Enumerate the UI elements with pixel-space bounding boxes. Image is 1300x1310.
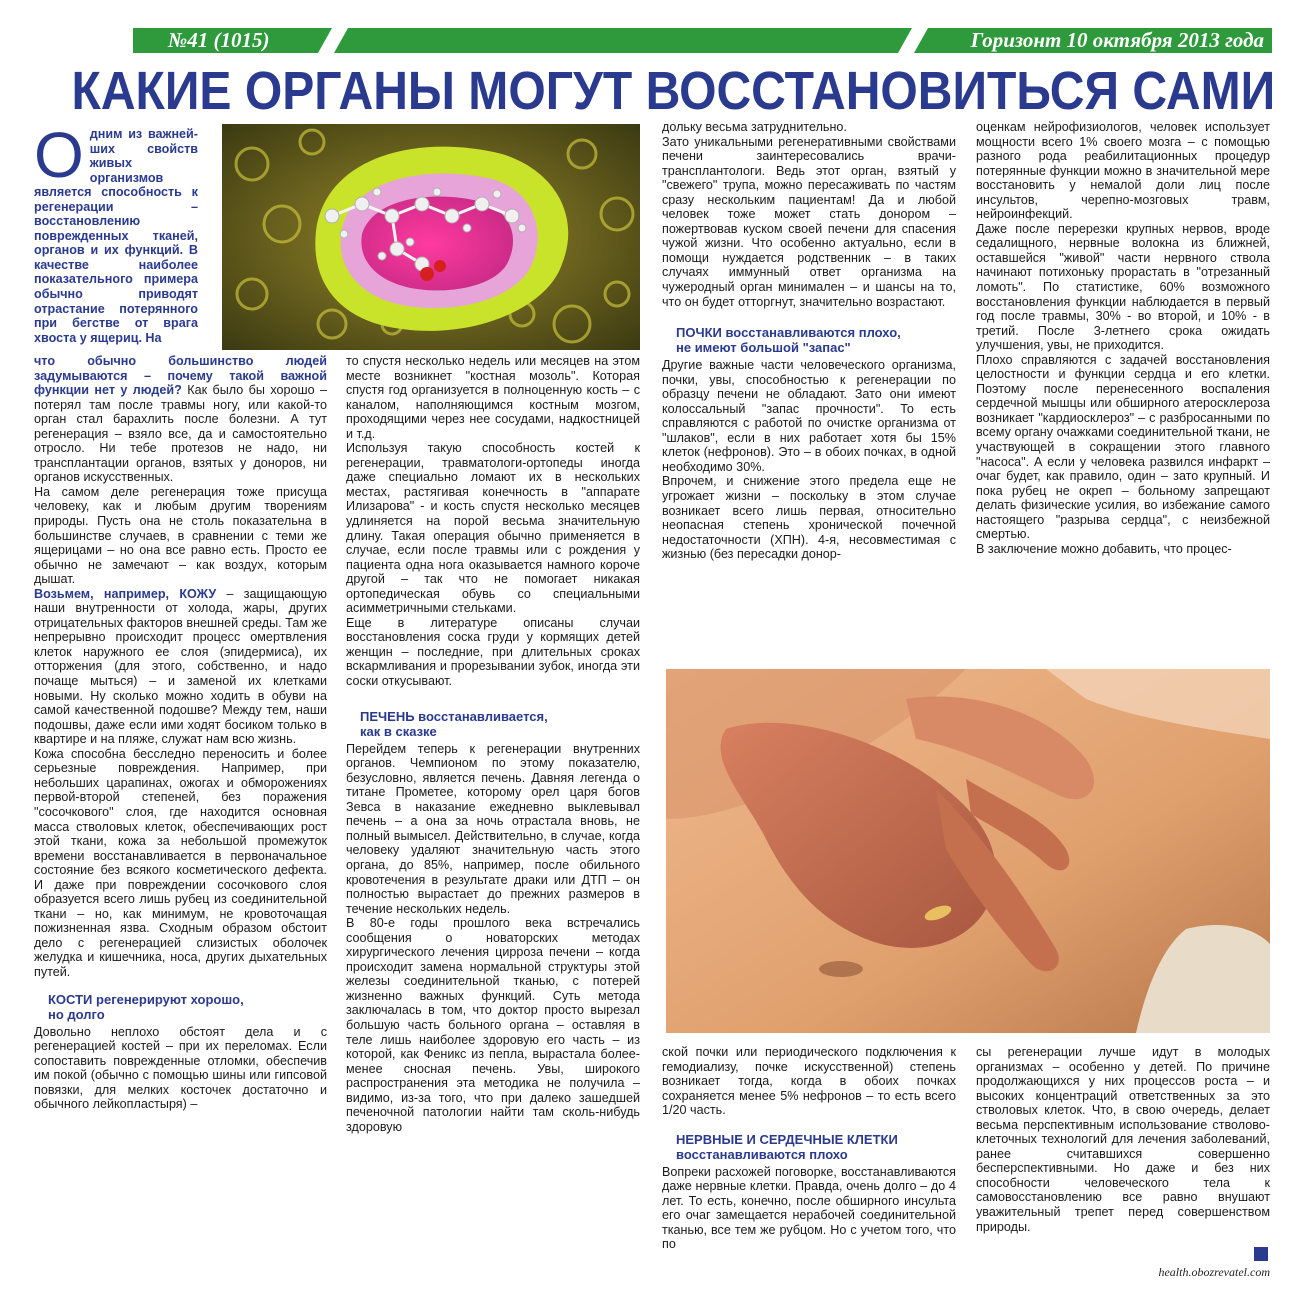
paragraph: В 80-е годы прошлого века встречались сообщения о новаторских методах хирургического лечения цирроза печени – когда происходит замена нормальной структуры этой железы соединительной тканью, с потерей жизненно важных функций. Суть метода заключалась в том, что доктор просто вырезал большую часть больного органа – оставляя в теле лишь наиболее здоровую его часть – из которой, как Феникс из пепла, вырастала более-менее сносная печень. Увы, широкого распространения эта методика не получила – видимо, из-за того, что при далеко зашедшей печеночной патологии найти там сколь-нибудь здоровую	[346, 916, 640, 1134]
massage-photo	[666, 669, 1270, 1033]
headline: КАКИЕ ОРГАНЫ МОГУТ ВОССТАНОВИТЬСЯ САМИ	[71, 61, 1276, 121]
column-1-top	[34, 127, 198, 353]
subheading-kidneys: ПОЧКИ восстанавливаются плохо, не имеют большой "запас"	[676, 325, 901, 356]
paragraph: На самом деле регенерация тоже присуща человеку, как и любым другим творениям природы. Пусть она не столь показательна в большинстве случаев, в сравнении с теми же ящерицами – но она все равно есть. Просто ее обычно не замечают – как воздух, которым дышат.	[34, 484, 327, 587]
top-banner	[0, 0, 1300, 58]
dropcap: О	[34, 127, 84, 191]
column-1	[34, 354, 327, 1284]
column-4-bottom	[976, 1045, 1270, 1260]
paragraph-skin: Возьмем, например, КОЖУ – защищающую наши внутренности от холода, жары, других отрицательных факторов внешней среды. Там же непрерывно происходит процесс омертвления клеток наружного ее слоя (эпидермиса), их отторжения (для этого, собственно, и надо почаще мыться) – и заменой их клетками новыми. Ну сколько можно ходить в обуви на самой качественной подошве? Между тем, наши подошвы, даже если ими ходят босиком только в квартире и на пляже, служат нам всю жизнь.	[34, 586, 327, 747]
paragraph: Довольно неплохо обстоят дела и с регенерацией костей – при их переломах. Если сопоставить поврежденные отломки, обеспечив им покой (обычно с помощью шины или гипсовой повязки, для мелких косточек достаточно и обычного лейкопластыря) –	[34, 1024, 327, 1112]
subheading-liver: ПЕЧЕНЬ восстанавливается, как в сказке	[360, 708, 548, 739]
subheading-nerves: НЕРВНЫЕ И СЕРДЕЧНЫЕ КЛЕТКИ восстанавливаются плохо	[676, 1131, 898, 1162]
issue-date: Горизонт 10 октября 2013 года	[970, 28, 1264, 52]
paragraph: Даже после перерезки крупных нервов, вроде седалищного, нервные волокна из ближней, оставшейся "живой" части нервного ствола начинают потихоньку прорастать в "отрезанный ломоть". По статистике, 60% возможного восстановления функции наблюдается в первый год после травмы, 30% - во второй, и 10% - в третий. После 3-летнего срока ожидать улучшения, увы, не приходится.	[976, 221, 1270, 353]
paragraph: дольку весьма затруднительно.	[662, 120, 847, 134]
paragraph: Зато уникальными регенеративными свойствами печени заинтересовались врачи-трансплантологи. Ведь этот орган, взятый у "свежего" трупа, можно пересаживать по частям сразу нескольким пациентам! Да и любой человек тоже может стать донором – пожертвовав куском своей печени для спасения чужой жизни. Что особенно актуально, если в помощи нуждается родственник – в таких случаях иммунный ответ организма на чужеродный орган минимален – и шансы на то, что он будет отторгнут, значительно возрастают.	[662, 134, 956, 309]
paragraph: Другие важные части человеческого организма, почки, увы, способностью к регенерации по образцу печени не обладают. Зато они имеют колоссальный "запас прочности". То есть справляются с работой по очистке организма от "шлаков", если в них работает хотя бы 15% клеток (нефронов). Это – в обоих почках, в одной необходимо 30%.	[662, 358, 956, 474]
subheading-bones: КОСТИ регенерируют хорошо, но долго	[48, 991, 244, 1022]
end-mark	[1254, 1247, 1268, 1261]
lead-paragraph-top: дним из важней-ших свойств живых организмов является способность к регенерации – восстановлению поврежденных тканей, органов и их функций. В качестве наиболее показательного примера обычно приводят отрастание потерянного при бегстве от врага хвоста у ящериц. На	[34, 127, 198, 345]
issue-number: №41 (1015)	[168, 28, 270, 52]
paragraph: Кожа способна бесследно переносить и более серьезные повреждения. Например, при небольших царапинах, ожогах и обморожениях первой-второй степеней, без поражения "сосочкового" слоя, где находится основная масса стволовых клеток, обеспечивающих рост этой ткани, кожа за небольшой промежуток времени восстанавливается в первоначальное состояние без всякого косметического дефекта. И даже при повреждении сосочкового слоя образуется всего лишь рубец из соединительной ткани – но, как минимум, не кровоточащая пожизненная язва. Сходным образом обстоит дело с регенерацией слизистых оболочек желудка и кишечника, носа, других дыхательных путей.	[34, 746, 327, 979]
paragraph: Еще в литературе описаны случаи восстановления соска груди у кормящих детей женщин – последние, при длительных сроках вскармливания и прорезывании зубок, иногда эти соски откусывают.	[346, 615, 640, 689]
paragraph: оценкам нейрофизиологов, человек использует мощности всего 1% своего мозга – с помощью разного рода реабилитационных процедур потерянные функции можно в значительной мере восстановить у немалой доли лиц после инсультов, черепно-мозговых травм, нейроинфекций.	[976, 120, 1270, 222]
column-4-top	[976, 120, 1270, 660]
skin-highlight: Возьмем, например, КОЖУ	[34, 586, 217, 601]
lead-paragraph-bottom: что обычно большинство людей задумываются – почему такой важной функции нет у людей?	[34, 354, 327, 398]
column-2	[346, 354, 640, 1284]
molecule-illustration	[222, 124, 640, 350]
column-3-bottom	[662, 1045, 956, 1285]
paragraph: ской почки или периодического подключения к гемодиализу, почке искусственной) степень возникает тогда, когда в обоих почках сохраняется менее 5% нефронов – то есть всего 1/20 часть.	[662, 1045, 956, 1118]
paragraph: то спустя несколько недель или месяцев на этом месте возникнет "костная мозоль". Которая спустя год организуется в полноценную кость – с каналом, наполняющимся костным мозгом, проходящими через нее сосудами, надкостницей и т.д.	[346, 354, 640, 441]
paragraph: Плохо справляются с задачей восстановления целостности и функции сердца и его клетки. Поэтому после перенесенного воспаления сердечной мышцы или обширного атеросклероза возникает "кардиосклероз" – с разбросанными по всему органу очажками соединительной ткани, не участвующей в сокращении этого главного "насоса". А если у человека развился инфаркт – очаг будет, как правило, один – зато крупный. И пока рубец не окреп – больному запрещают делать физические усилия, во избежание самого настоящего "разрыва сердца", с неизбежной смертью.	[976, 352, 1270, 542]
paragraph: Перейдем теперь к регенерации внутренних органов. Чемпионом по этому показателю, безусловно, является печень. Давняя легенда о титане Прометее, которому орел царя богов Зевса в наказание ежедневно выклевывал печень – а она за ночь отрастала вновь, не полный вымысел. Действительно, в случае, когда человеку удаляют значительную часть этого органа, до 85%, например, после обильного кровотечения в результате драки или ДТП – он полностью вырастает до прежних размеров в течение нескольких недель.	[346, 741, 640, 916]
source-credit: health.obozrevatel.com	[1158, 1265, 1270, 1279]
column-3-top	[662, 120, 956, 660]
paragraph: Вопреки расхожей поговорке, восстанавливаются даже нервные клетки. Правда, очень долго – до 4 лет. То есть, конечно, после обширного инсульта его очаг замещается нерабочей соединительной тканью, все тем же рубцом. Но с учетом того, что по	[662, 1164, 956, 1252]
paragraph: сы регенерации лучше идут в молодых организмах – особенно у детей. По причине продолжающихся у них процессов роста – и высоких концентраций ответственных за это стволовых клеток. Что, в свою очередь, делает весьма перспективным использование стволово-клеточных технологий для лечения заболеваний, ранее считавшихся совершенно бесперспективными. Но даже и без них способности человеческого тела к самовосстановлению все равно внушают уважительный трепет перед совершенством природы.	[976, 1045, 1270, 1234]
paragraph: Как было бы хорошо – потерял там после травмы ногу, или какой-то орган стал барахлить после болезни. А тут регенерация – взяло все, да и самостоятельно отросло. Ни тебе протезов не надо, ни трансплантации органов, взятых у доноров, ни органов искусственных.	[34, 383, 327, 485]
paragraph: Используя такую способность костей к регенерации, травматологи-ортопеды иногда даже специально ломают их в нескольких местах, растягивая конечность в "аппарате Илизарова" - и кость спустя несколько месяцев удлиняется на порой весьма значительную длину. Такая операция обычно применяется в случае, если после травмы или с рождения у пациента одна нога оказывается намного короче другой – так что не помогает никакая ортопедическая обувь со специальными асимметричными стельками.	[346, 441, 640, 616]
paragraph: В заключение можно добавить, что процес-	[976, 541, 1232, 556]
paragraph: Впрочем, и снижение этого предела еще не угрожает жизни – поскольку в этом случае возникает всего лишь первая, относительно неопасная степень хронической почечной недостаточности (ХПН). 4-я, несовместимая с жизнью (без пересадки донор-	[662, 474, 956, 562]
